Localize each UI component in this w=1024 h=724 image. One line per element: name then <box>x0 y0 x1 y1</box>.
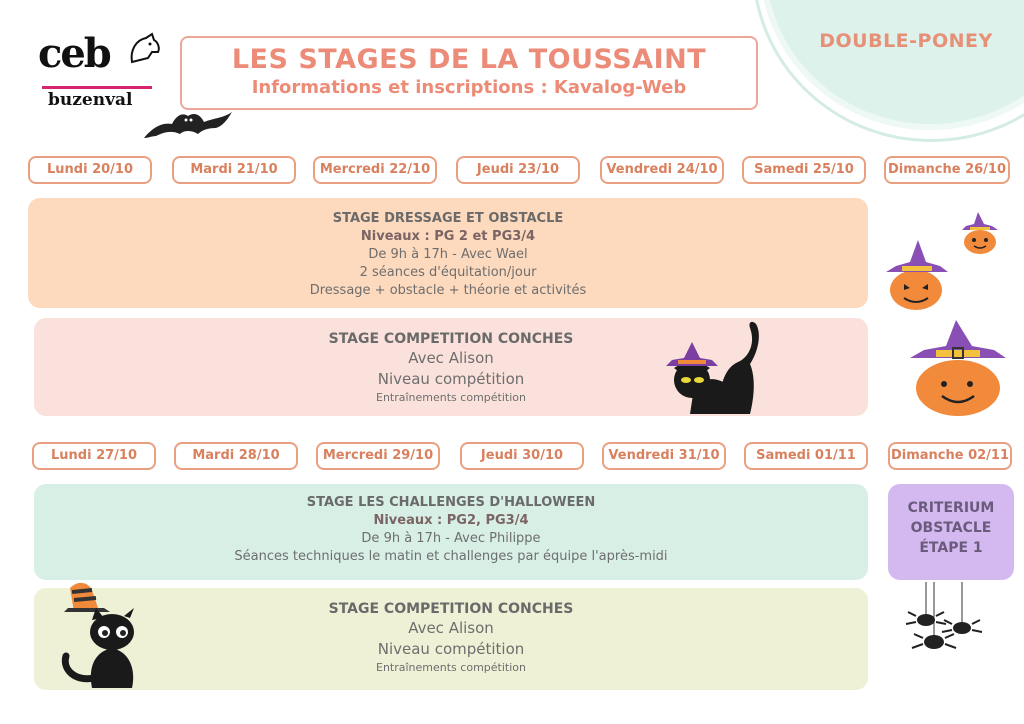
day-pill-dimanche: Dimanche 02/11 <box>888 442 1012 470</box>
black-cat-icon <box>52 578 148 692</box>
day-pill-samedi: Samedi 25/10 <box>742 156 866 184</box>
day-pill-lundi: Lundi 27/10 <box>32 442 156 470</box>
stage-levels: Niveaux : PG 2 et PG3/4 <box>360 229 536 244</box>
day-pill-vendredi: Vendredi 31/10 <box>602 442 726 470</box>
stage-dressage-obstacle <box>28 198 868 308</box>
stage-details: Séances techniques le matin et challenges par équipe l'après-midi <box>234 549 668 564</box>
stage-competition-conches-2 <box>34 588 868 690</box>
criterium-badge <box>888 484 1014 580</box>
decorative-circle <box>760 0 1024 130</box>
stage-coach: Avec Alison <box>408 619 494 637</box>
day-pill-dimanche: Dimanche 26/10 <box>884 156 1010 184</box>
stage-title: STAGE LES CHALLENGES D'HALLOWEEN <box>306 495 596 510</box>
day-pill-jeudi: Jeudi 30/10 <box>460 442 584 470</box>
black-cat-icon <box>660 318 764 418</box>
day-pill-mercredi: Mercredi 22/10 <box>313 156 437 184</box>
stage-level: Niveau compétition <box>377 370 525 388</box>
horse-head-icon <box>126 32 162 66</box>
stage-title: STAGE DRESSAGE ET OBSTACLE <box>332 211 564 226</box>
day-pill-mercredi: Mercredi 29/10 <box>316 442 440 470</box>
title-box <box>180 36 758 110</box>
day-pill-jeudi: Jeudi 23/10 <box>456 156 580 184</box>
pumpkin-icon <box>884 238 952 312</box>
logo-top-text: ceb <box>38 30 110 77</box>
criterium-line-1: CRITERIUM <box>907 500 995 516</box>
stage-hours: De 9h à 17h - Avec Wael <box>368 247 528 262</box>
day-pill-samedi: Samedi 01/11 <box>744 442 868 470</box>
day-pill-vendredi: Vendredi 24/10 <box>600 156 724 184</box>
day-pill-mardi: Mardi 21/10 <box>172 156 296 184</box>
logo-bottom-text: buzenval <box>48 90 133 110</box>
day-pill-mardi: Mardi 28/10 <box>174 442 298 470</box>
stage-hours: De 9h à 17h - Avec Philippe <box>361 531 541 546</box>
witch-hat-pumpkin-icon <box>906 318 1014 418</box>
stage-coach: Avec Alison <box>408 349 494 367</box>
criterium-line-2: OBSTACLE <box>910 520 992 536</box>
stage-details: Entraînements compétition <box>376 391 526 404</box>
criterium-line-3: ÉTAPE 1 <box>919 540 983 556</box>
logo-underline <box>42 86 152 89</box>
page-title: LES STAGES DE LA TOUSSAINT <box>231 44 707 75</box>
corner-label: DOUBLE-PONEY <box>819 30 993 52</box>
page-subtitle: Informations et inscriptions : Kavalog-Web <box>251 77 687 98</box>
stage-sessions: 2 séances d'équitation/jour <box>359 265 537 280</box>
stage-details: Dressage + obstacle + théorie et activités <box>309 283 587 298</box>
stage-title: STAGE COMPETITION CONCHES <box>328 331 574 347</box>
witch-hat-pumpkin-icon <box>958 210 1002 256</box>
stage-details: Entraînements compétition <box>376 661 526 674</box>
stage-title: STAGE COMPETITION CONCHES <box>328 601 574 617</box>
spider-icon <box>904 582 988 654</box>
day-pill-lundi: Lundi 20/10 <box>28 156 152 184</box>
stage-challenges-halloween <box>34 484 868 580</box>
stage-level: Niveau compétition <box>377 640 525 658</box>
stage-levels: Niveaux : PG2, PG3/4 <box>373 513 529 528</box>
